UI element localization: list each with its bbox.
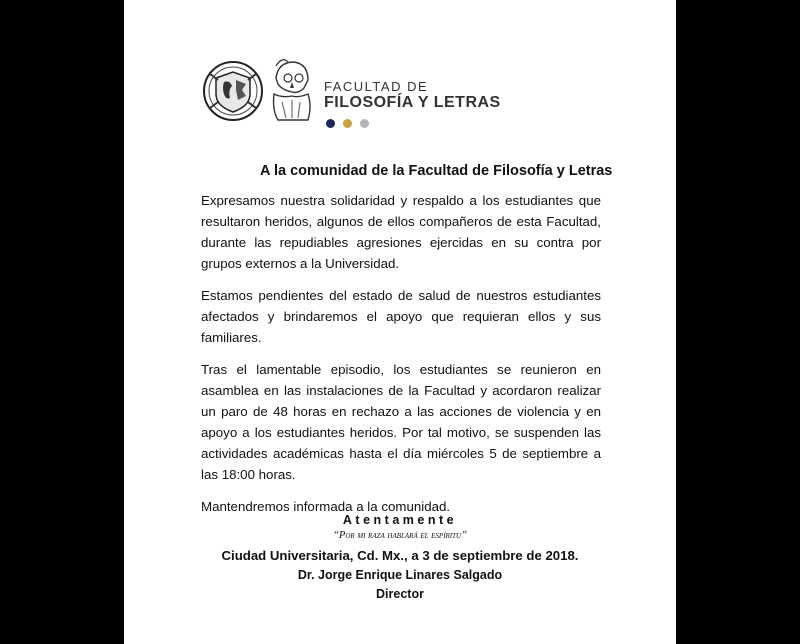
unam-seal-icon [202, 60, 264, 122]
signer-name: Dr. Jorge Enrique Linares Salgado [297, 568, 503, 582]
paragraph: Mantendremos informada a la comunidad. [201, 499, 451, 514]
letter-page [124, 0, 676, 644]
letter-body [201, 190, 601, 528]
paragraph: Expresamos nuestra solidaridad y respaldo a los estudiantes que resultaron heridos, algunos de ellos compañeros de esta Facultad, durante las repudiables agresiones ejercidas en su contra por grupos externos a la Universidad. [201, 193, 601, 271]
letterhead [202, 58, 501, 128]
faculty-wordmark [324, 80, 501, 128]
motto: “Por mi raza hablará el espíritu” [333, 530, 467, 541]
dot-blue [326, 119, 335, 128]
wordmark-dots [326, 119, 501, 128]
dot-gold [343, 119, 352, 128]
signer-title: Director [376, 587, 424, 601]
owl-athena-icon [268, 58, 316, 122]
wordmark-line1: FACULTAD DE [324, 79, 429, 94]
signature-block [164, 512, 636, 604]
paragraph: Estamos pendientes del estado de salud de nuestros estudiantes afectados y brindaremos el apoyo que requieran ellos y sus familiares. [201, 288, 601, 345]
place-date: Ciudad Universitaria, Cd. Mx., a 3 de septiembre de 2018. [221, 548, 579, 563]
letter-heading: A la comunidad de la Facultad de Filosofía y Letras [260, 163, 613, 179]
dot-gray [360, 119, 369, 128]
paragraph: Tras el lamentable episodio, los estudiantes se reunieron en asamblea en las instalaciones de la Facultad y acordaron realizar un paro de 48 horas en rechazo a las acciones de violencia y en apoyo a los estudiantes heridos. Por tal motivo, se suspenden las actividades académicas hasta el día miércoles 5 de septiembre a las 18:00 horas. [201, 362, 601, 482]
closing: Atentamente [342, 513, 458, 527]
wordmark-line2: FILOSOFÍA Y LETRAS [324, 94, 501, 111]
